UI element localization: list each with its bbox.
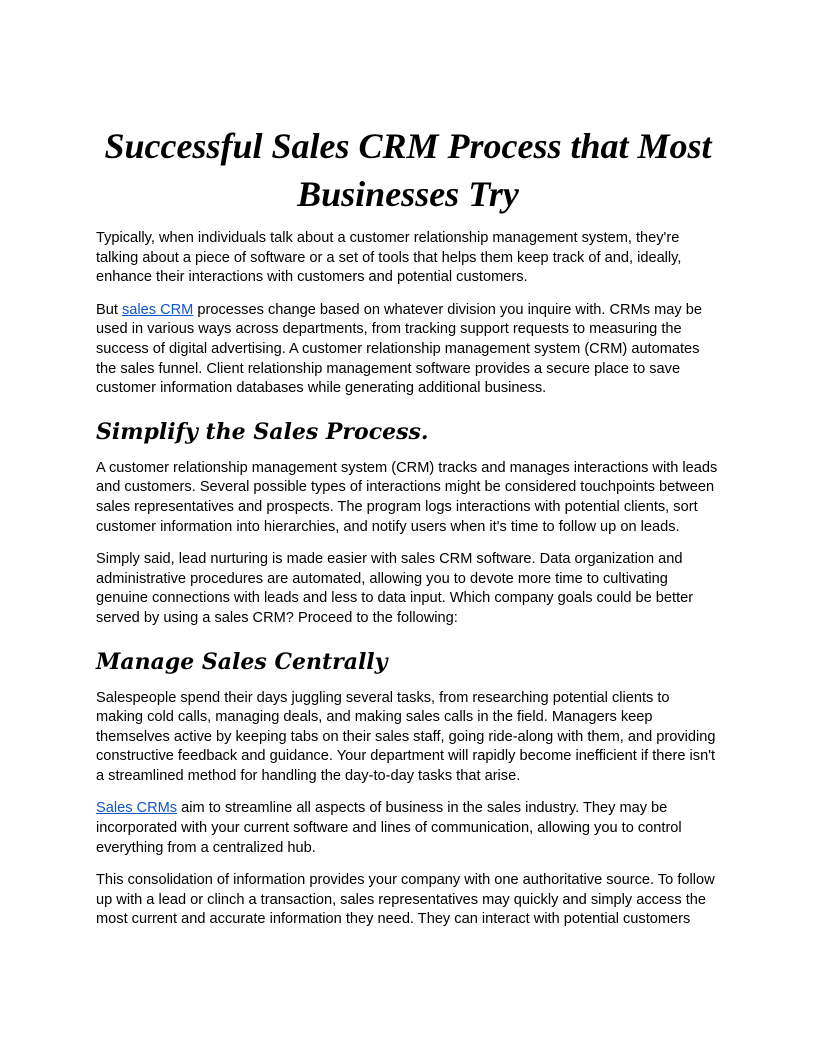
manage-paragraph-1: Salespeople spend their days juggling several tasks, from researching potential clients to making cold calls, managing deals, and making sales calls in the field. Managers keep themselves active by keeping tabs on their sales staff, going ride-along with them, and providing constructive feedback and guidance. Your department will rapidly become inefficient if there isn't a streamlined method for handling the day-to-day tasks that arise. [96,689,716,784]
manage-paragraph-2 [96,799,720,858]
document-title: Successful Sales CRM Process that Most Businesses Try [104,126,712,214]
section-heading-manage: Manage Sales Centrally [96,648,388,675]
sales-crm-link[interactable]: sales CRM [121,301,194,318]
simplify-paragraph-1: A customer relationship management system (CRM) tracks and manages interactions with leads and customers. Several possible types of interactions might be considered touchpoints between sales representatives and prospects. The program logs interactions with potential clients, sort customer information into hierarchies, and notify users when it's time to follow up on leads. [96,459,718,535]
paragraph-text: aim to streamline all aspects of business in the sales industry. They may be incorporated with your current software and lines of communication, allowing you to control everything from a centralized hub. [96,800,682,856]
paragraph-text: But [96,301,122,318]
paragraph-text: processes change based on whatever division you inquire with. CRMs may be used in various ways across departments, from tracking support requests to measuring the success of digital advertising. A customer relationship management system (CRM) automates the sales funnel. Client relationship management software provides a secure place to save customer information databases while generating additional business. [96,301,702,397]
document-page [96,122,720,943]
manage-paragraph-3: This consolidation of information provides your company with one authoritative source. To follow up with a lead or clinch a transaction, sales representatives may quickly and simply access the most current and accurate information they need. They can interact with potential customers [96,872,715,928]
section-heading-simplify: Simplify the Sales Process. [96,418,429,445]
crm-processes-paragraph [96,301,720,399]
intro-paragraph: Typically, when individuals talk about a customer relationship management system, they're talking about a piece of software or a set of tools that helps them keep track of and, ideally, enhance their interactions with customers and potential customers. [96,230,682,286]
simplify-paragraph-2: Simply said, lead nurturing is made easier with sales CRM software. Data organization and administrative procedures are automated, allowing you to devote more time to cultivating genuine connections with leads and less to data input. Which company goals could be better served by using a sales CRM? Proceed to the following: [96,551,694,626]
sales-crms-link[interactable]: Sales CRMs [96,800,178,817]
